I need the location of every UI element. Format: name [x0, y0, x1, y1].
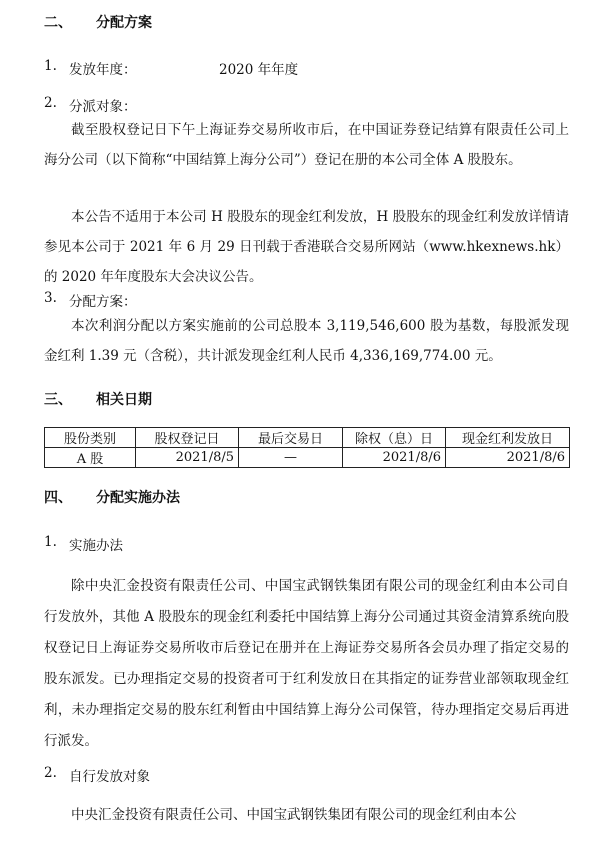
- table-cell: 2021/8/5: [136, 448, 239, 468]
- item-1-label: 实施办法: [69, 538, 123, 554]
- table-cell: 2021/8/6: [446, 448, 570, 468]
- item-2-number: 2.: [44, 765, 57, 781]
- table-row: [45, 448, 570, 468]
- item-1-number: 1.: [44, 58, 57, 74]
- table-cell: A 股: [45, 448, 136, 468]
- section-4-title: 分配实施办法: [96, 490, 180, 506]
- table-header-cell: 股份类别: [45, 428, 136, 448]
- section-2-number: 二、: [44, 15, 72, 31]
- key-dates-table: [44, 427, 570, 468]
- section-3-title: 相关日期: [96, 392, 152, 408]
- table-header-cell: 除权（息）日: [343, 428, 446, 448]
- item-2-label: 自行发放对象: [69, 769, 150, 785]
- implementation-paragraph: 除中央汇金投资有限责任公司、中国宝武钢铁集团有限公司的现金红利由本公司自行发放外，其他 A 股股东的现金红利委托中国结算上海分公司通过其资金清算系统向股权登记日上海证券交易所收市后登记在册并在上海证券交易所各会员办理了指定交易的股东派发。已办理指定交易的投资者可于红利发放日在其指定的证券营业部领取现金红利，未办理指定交易的股东红利暂由中国结算上海分公司保管，待办理指定交易后再进行派发。: [44, 578, 569, 749]
- h-share-notice-paragraph: 本公告不适用于本公司 H 股股东的现金红利发放，H 股股东的现金红利发放详情请参见本公司于 2021 年 6 月 29 日刊载于香港联合交易所网站（www.hkexnews.hk）的 2020 年年度股东大会决议公告。: [44, 209, 569, 285]
- section-3-number: 三、: [44, 392, 72, 408]
- table-header-cell: 股权登记日: [136, 428, 239, 448]
- distribution-target-paragraph: 截至股权登记日下午上海证券交易所收市后，在中国证券登记结算有限责任公司上海分公司（以下简称“中国结算上海分公司”）登记在册的本公司全体 A 股股东。: [44, 122, 569, 168]
- item-2-number: 2.: [44, 95, 57, 111]
- item-3-label: 分配方案：: [69, 294, 137, 310]
- table-cell: 2021/8/6: [343, 448, 446, 468]
- self-distribution-paragraph: 中央汇金投资有限责任公司、中国宝武钢铁集团有限公司的现金红利由本公: [71, 807, 517, 823]
- item-2-label: 分派对象：: [69, 99, 137, 115]
- table-header-cell: 现金红利发放日: [446, 428, 570, 448]
- distribution-year-value: 2020 年年度: [219, 62, 299, 78]
- table-cell: —: [239, 448, 343, 468]
- table-header-row: [45, 428, 570, 448]
- item-1-label: 发放年度：: [69, 62, 137, 78]
- distribution-plan-paragraph: 本次利润分配以方案实施前的公司总股本 3,119,546,600 股为基数，每股派发现金红利 1.39 元（含税），共计派发现金红利人民币 4,336,169,774.00 元。: [44, 318, 569, 364]
- item-3-number: 3.: [44, 290, 57, 306]
- section-4-number: 四、: [44, 490, 72, 506]
- section-2-title: 分配方案: [96, 15, 152, 31]
- table-header-cell: 最后交易日: [239, 428, 343, 448]
- item-1-number: 1.: [44, 534, 57, 550]
